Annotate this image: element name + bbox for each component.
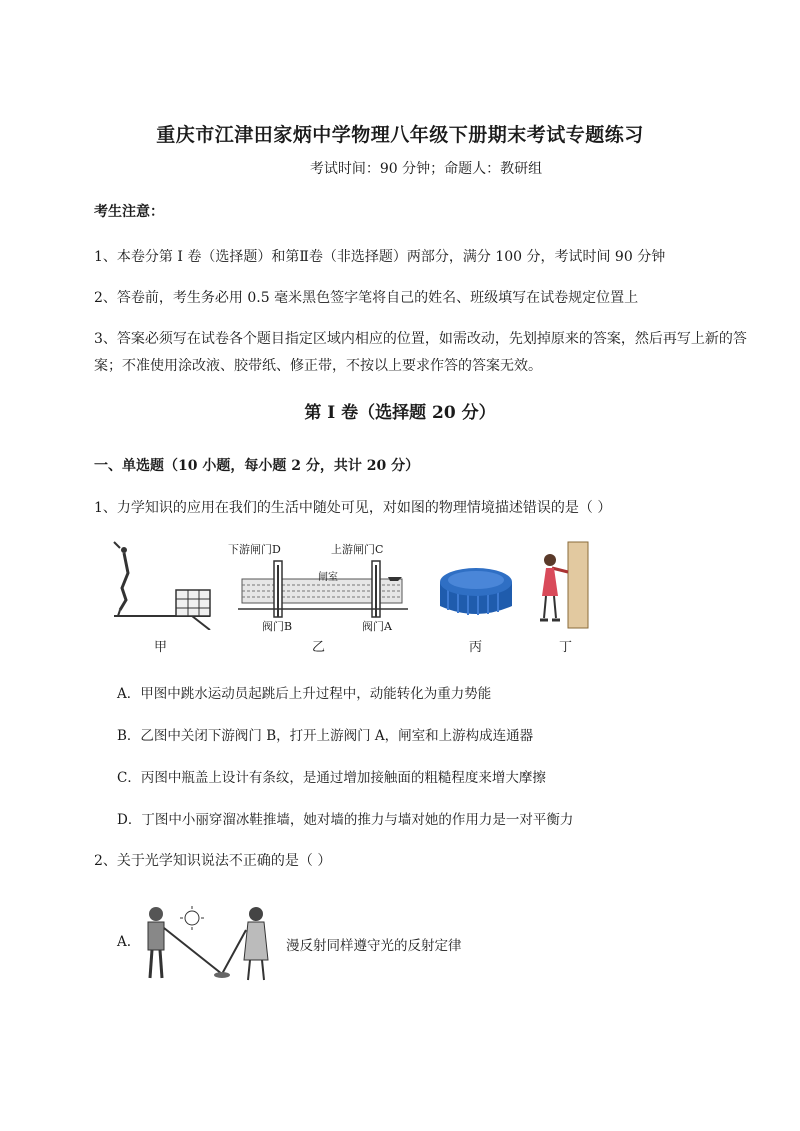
figure-diffuse-reflection <box>134 900 284 988</box>
figure-label-ding: 丁 <box>559 640 573 655</box>
figure-label-bing: 丙 <box>469 640 483 655</box>
q1-option-c[interactable]: C．丙图中瓶盖上设计有条纹，是通过增加接触面的粗糙程度来增大摩擦 <box>117 770 546 786</box>
q2-option-a-letter[interactable]: A. <box>117 934 132 950</box>
notice-item-1: 1、本卷分第 I 卷（选择题）和第Ⅱ卷（非选择题）两部分，满分 100 分，考试时间 90 分钟 <box>94 249 666 265</box>
page-title: 重庆市江津田家炳中学物理八年级下册期末考试专题练习 <box>156 124 644 146</box>
label-upstream-gate: 上游闸门C <box>331 543 384 556</box>
figure-label-jia: 甲 <box>154 640 168 655</box>
q1-option-d[interactable]: D．丁图中小丽穿溜冰鞋推墙，她对墙的推力与墙对她的作用力是一对平衡力 <box>117 812 574 828</box>
notice-item-2: 2、答卷前，考生务必用 0.5 毫米黑色签字笔将自己的姓名、班级填写在试卷规定位置上 <box>94 290 639 306</box>
q2-option-a-text[interactable]: 漫反射同样遵守光的反射定律 <box>286 938 462 954</box>
figure-ding-girl-pushing-wall <box>532 538 592 630</box>
question-2-stem: 2、关于光学知识说法不正确的是（ ） <box>94 853 332 869</box>
question-1-stem: 1、力学知识的应用在我们的生活中随处可见，对如图的物理情境描述错误的是（ ） <box>94 500 612 516</box>
figure-yi-ship-lock <box>238 555 408 625</box>
label-downstream-gate: 下游闸门D <box>228 543 281 556</box>
notice-item-3: 3、答案必须写在试卷各个题目指定区域内相应的位置，如需改动，先划掉原来的答案，然后再写上新的答案；不准使用涂改液、胶带纸、修正带，不按以上要求作答的答案无效。 <box>94 331 747 374</box>
notice-heading: 考生注意： <box>94 204 164 220</box>
figure-label-yi: 乙 <box>312 640 326 655</box>
question-group-heading: 一、单选题（10 小题，每小题 2 分，共计 20 分） <box>94 458 420 474</box>
label-valve-b: 阀门B <box>262 620 293 633</box>
figure-jia-diver <box>100 538 220 630</box>
q1-option-b[interactable]: B．乙图中关闭下游阀门 B，打开上游阀门 A，闸室和上游构成连通器 <box>117 728 534 744</box>
label-valve-a: 阀门A <box>362 620 392 633</box>
section-title: 第 I 卷（选择题 20 分） <box>304 403 496 423</box>
q1-option-a[interactable]: A．甲图中跳水运动员起跳后上升过程中，动能转化为重力势能 <box>117 686 492 702</box>
exam-subtitle: 考试时间：90 分钟；命题人：教研组 <box>309 161 543 177</box>
figure-bing-bottle-cap <box>434 560 518 626</box>
label-chamber: 闸室 <box>318 572 338 583</box>
